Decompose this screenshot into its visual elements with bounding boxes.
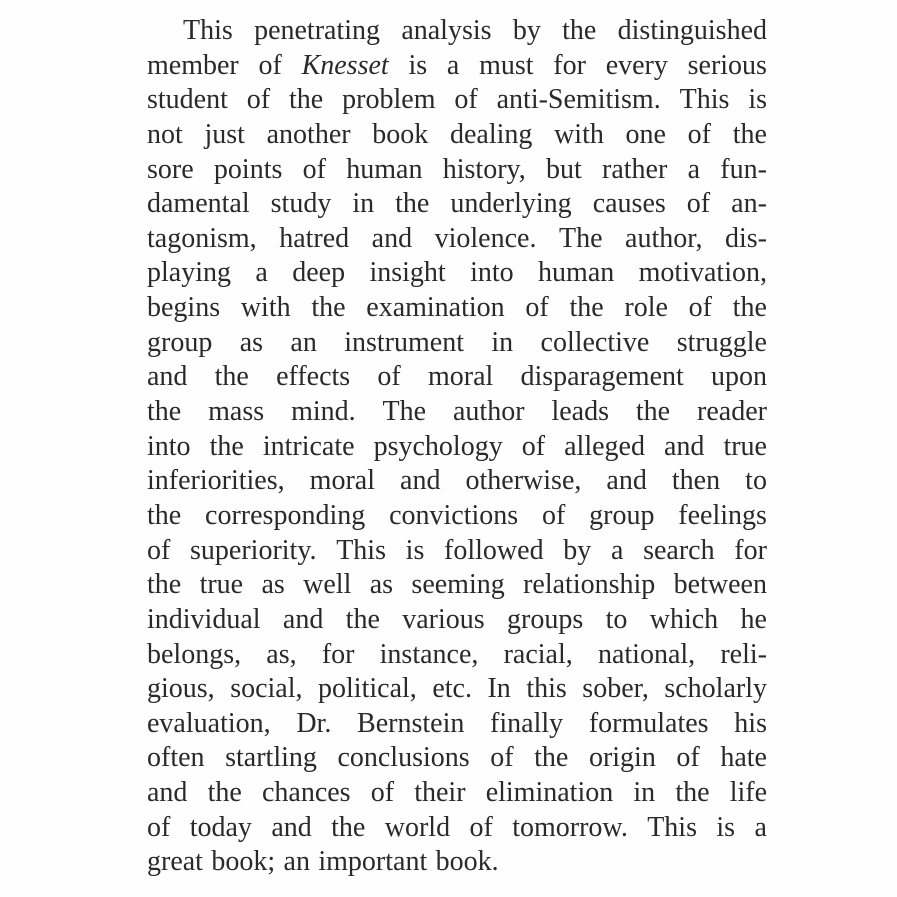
word: damental [147, 188, 250, 220]
word: analysis [401, 15, 492, 46]
word: intricate [262, 430, 355, 462]
word: member [147, 49, 239, 81]
word: instance, [379, 638, 479, 670]
word: well [303, 569, 352, 601]
word: national, [597, 638, 696, 670]
word: and [400, 465, 441, 497]
word: he [740, 603, 767, 635]
text-line [147, 49, 767, 84]
word: reader [697, 396, 767, 428]
word: deep [292, 257, 346, 289]
word: racial, [503, 638, 573, 670]
word: the [209, 430, 244, 462]
word: the [732, 118, 767, 150]
text-line [147, 222, 767, 257]
text-line [147, 118, 767, 153]
word: This [183, 15, 233, 46]
word: book [372, 118, 429, 150]
word: playing [147, 257, 231, 289]
word: mind. [291, 396, 356, 428]
word: motivation, [638, 257, 767, 289]
word: in [352, 188, 375, 220]
word: the [147, 396, 182, 428]
word: of [302, 153, 326, 185]
word: a [687, 153, 701, 185]
word: into [147, 430, 191, 462]
word: upon [711, 361, 767, 393]
word: of [676, 742, 700, 774]
text-line [147, 603, 767, 638]
word: gious, [147, 673, 215, 705]
word: of [370, 777, 395, 809]
word: the [675, 777, 710, 809]
word: examination [366, 292, 505, 324]
word: belongs, [147, 638, 242, 670]
word: causes [592, 188, 666, 220]
word: distinguished [617, 15, 767, 46]
word: corresponding [205, 499, 366, 531]
text-line [147, 395, 767, 430]
text-line [147, 83, 767, 118]
word: relationship [523, 569, 656, 601]
word: then [671, 465, 721, 497]
word: feelings [678, 499, 767, 531]
word: of [541, 499, 566, 531]
word: is [408, 49, 428, 81]
book-blurb-paragraph [147, 14, 767, 880]
word: true [199, 569, 244, 601]
word: to [605, 603, 628, 635]
word: with [554, 118, 604, 150]
word: in [491, 326, 514, 358]
word: to [745, 465, 767, 497]
word: into [470, 257, 514, 289]
word: This [679, 84, 730, 116]
word: effects [276, 361, 351, 393]
word: of [147, 534, 171, 566]
word: often [147, 742, 205, 774]
word: dis- [724, 222, 767, 254]
word: life [729, 777, 767, 809]
word: but [545, 153, 582, 185]
italic-word: Knesset [301, 49, 389, 81]
word: and [271, 811, 312, 843]
word: a [255, 257, 268, 289]
word: as [239, 326, 264, 358]
word: the [635, 396, 671, 428]
word: social, [230, 673, 303, 705]
word: a [754, 811, 767, 843]
word: an- [731, 188, 767, 220]
word: the [395, 188, 430, 220]
word: of [246, 84, 271, 116]
word: the [569, 292, 604, 324]
word: rather [602, 153, 668, 185]
word: is [748, 84, 767, 116]
word: psychology [373, 430, 503, 462]
word: book; [211, 846, 276, 878]
word: elimination [485, 777, 614, 809]
text-line [147, 499, 767, 534]
word: of [258, 49, 282, 81]
word: instrument [344, 326, 464, 358]
word: conclusions [337, 742, 470, 774]
text-line [147, 14, 767, 49]
word: penetrating [254, 15, 381, 46]
text-line [147, 187, 767, 222]
word: problem [342, 84, 436, 116]
word: the [562, 15, 597, 46]
word: leads [551, 396, 609, 428]
word: author [453, 396, 525, 428]
word: convictions [389, 499, 519, 531]
word: inferiorities, [147, 465, 285, 497]
word: insight [369, 257, 446, 289]
text-line [147, 291, 767, 326]
word: followed [444, 534, 544, 566]
word: hate [720, 742, 767, 774]
word: of [688, 292, 712, 324]
word: anti-Semitism. [496, 84, 661, 116]
word: author, [625, 222, 703, 254]
word: This [647, 811, 697, 843]
word: as [369, 569, 394, 601]
word: an [283, 846, 310, 878]
word: of [521, 430, 546, 462]
word: otherwise, [465, 465, 582, 497]
word: the [147, 569, 182, 601]
word: sore [147, 153, 194, 185]
word: and [147, 361, 188, 393]
text-line [147, 256, 767, 291]
word: of [686, 188, 711, 220]
word: search [643, 534, 715, 566]
text-line [147, 464, 767, 499]
word: as [261, 569, 285, 601]
word: chances [261, 777, 351, 809]
word: for [553, 49, 586, 81]
word: group [589, 499, 655, 531]
word: the [207, 777, 242, 809]
word: underlying [450, 188, 572, 220]
word: one [625, 118, 666, 150]
word: student [147, 84, 228, 116]
word: tagonism, [147, 222, 257, 254]
word: another [266, 118, 351, 150]
word: Dr. [296, 707, 332, 739]
word: of [454, 84, 478, 116]
word: by [512, 15, 541, 46]
word: of [525, 292, 549, 324]
word: serious [687, 49, 767, 81]
word: of [147, 811, 171, 843]
word: not [147, 118, 183, 150]
word: tomorrow. [512, 811, 628, 843]
word: must [479, 49, 534, 81]
word: history, [442, 153, 526, 185]
word: political, [318, 673, 417, 705]
word: etc. [432, 673, 472, 705]
word: a [446, 49, 460, 81]
word: the [147, 499, 182, 531]
word: and [663, 430, 705, 462]
word: study [270, 188, 332, 220]
word: which [649, 603, 719, 635]
word: role [624, 292, 668, 324]
word: origin [588, 742, 656, 774]
word: with [240, 292, 291, 324]
word: human [346, 153, 423, 185]
word: moral [309, 465, 375, 497]
word: collective [540, 326, 650, 358]
word: alleged [564, 430, 645, 462]
word: begins [147, 292, 221, 324]
text-line [147, 776, 767, 811]
word: The [558, 222, 603, 254]
text-line [147, 845, 767, 880]
word: startling [225, 742, 317, 774]
text-line [147, 741, 767, 776]
word: human [538, 257, 615, 289]
word: the [311, 292, 346, 324]
text-line [147, 534, 767, 569]
word: an [290, 326, 317, 358]
text-line [147, 638, 767, 673]
word: moral [427, 361, 494, 393]
word: important [318, 846, 428, 878]
word: of [469, 811, 493, 843]
text-line [147, 568, 767, 603]
word: Bernstein [357, 707, 465, 739]
word: every [605, 49, 668, 81]
word: groups [507, 603, 584, 635]
word: sober, [582, 673, 649, 705]
text-line [147, 326, 767, 361]
word: the [331, 811, 366, 843]
word: of [377, 361, 401, 393]
word: by [563, 534, 592, 566]
word: superiority. [190, 534, 317, 566]
word: disparagement [520, 361, 684, 393]
word: various [402, 603, 485, 635]
word: the [214, 361, 249, 393]
word: book. [435, 846, 499, 878]
text-line [147, 360, 767, 395]
word: and [371, 222, 413, 254]
word: world [384, 811, 451, 843]
word: in [633, 777, 656, 809]
word: seeming [411, 569, 505, 601]
word: The [382, 396, 427, 428]
word: of [687, 118, 711, 150]
word: their [414, 777, 466, 809]
word: for [321, 638, 355, 670]
word: individual [147, 603, 261, 635]
word: This [336, 534, 386, 566]
word: group [147, 326, 213, 358]
word: finally [490, 707, 564, 739]
word: formulates [588, 707, 709, 739]
word: and [282, 603, 324, 635]
word: is [405, 534, 425, 566]
word: is [716, 811, 736, 843]
word: the [534, 742, 569, 774]
word: dealing [449, 118, 533, 150]
word: violence. [434, 222, 537, 254]
word: hatred [279, 222, 350, 254]
word: between [673, 569, 767, 601]
text-line [147, 811, 767, 846]
word: as, [266, 638, 297, 670]
word: just [204, 118, 245, 150]
word: the [289, 84, 324, 116]
text-line [147, 430, 767, 465]
text-line [147, 707, 767, 742]
word: struggle [676, 326, 767, 358]
word: the [345, 603, 380, 635]
word: scholarly [664, 673, 767, 705]
word: today [189, 811, 252, 843]
word: his [734, 707, 767, 739]
word: reli- [720, 638, 767, 670]
word: for [734, 534, 767, 566]
word: the [732, 292, 767, 324]
word: points [213, 153, 283, 185]
word: of [490, 742, 514, 774]
word: evaluation, [147, 707, 271, 739]
word: fun- [720, 153, 767, 185]
word: true [723, 430, 767, 462]
text-line [147, 672, 767, 707]
word: a [610, 534, 624, 566]
word: this [526, 673, 567, 705]
word: mass [208, 396, 265, 428]
word: great [147, 846, 203, 878]
text-line [147, 153, 767, 188]
word: and [606, 465, 647, 497]
word: In [487, 673, 511, 705]
word: and [147, 777, 188, 809]
